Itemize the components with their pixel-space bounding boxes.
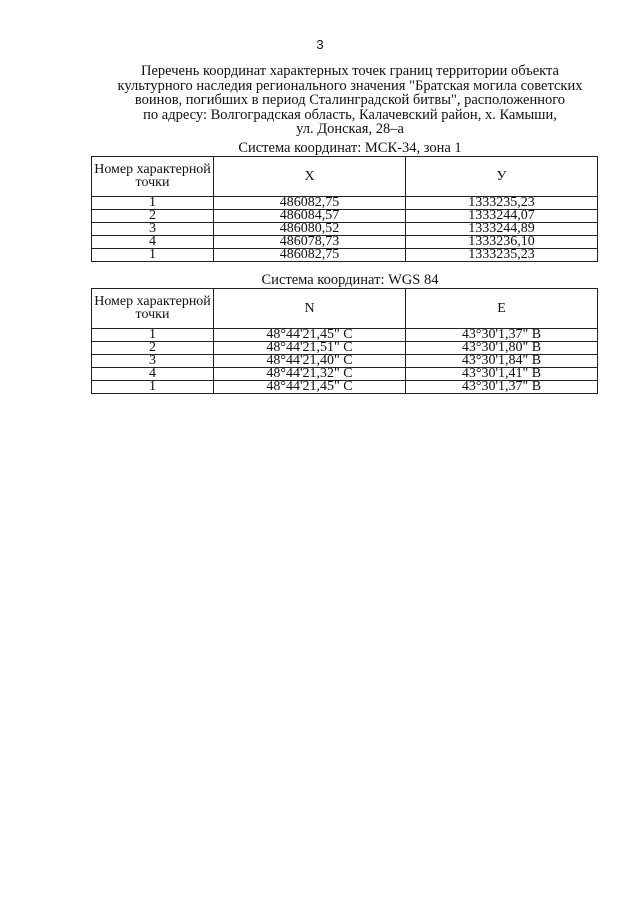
document-title bbox=[90, 64, 610, 137]
latitude-cell: 48°44'21,51" С bbox=[214, 342, 406, 355]
x-cell: 486082,75 bbox=[214, 249, 406, 262]
y-cell: 1333236,10 bbox=[406, 236, 598, 249]
latitude-cell: 48°44'21,40" С bbox=[214, 355, 406, 368]
point-number-cell: 2 bbox=[92, 342, 214, 355]
header-x: X bbox=[214, 157, 406, 197]
y-cell: 1333244,89 bbox=[406, 223, 598, 236]
longitude-cell: 43°30'1,84" В bbox=[406, 355, 598, 368]
msk-coordinates-table bbox=[91, 156, 598, 262]
table-header-row bbox=[92, 157, 598, 197]
header-n: N bbox=[214, 289, 406, 329]
page-number: 3 bbox=[316, 37, 324, 52]
title-line: ул. Донская, 28–а bbox=[296, 121, 404, 137]
x-cell: 486082,75 bbox=[214, 197, 406, 210]
point-number-cell: 1 bbox=[92, 381, 214, 394]
latitude-cell: 48°44'21,45" С bbox=[214, 381, 406, 394]
y-cell: 1333235,23 bbox=[406, 197, 598, 210]
title-line: воинов, погибших в период Сталинградской битвы", расположенного bbox=[134, 92, 566, 108]
wgs-coordinates-table bbox=[91, 288, 598, 394]
x-cell: 486084,57 bbox=[214, 210, 406, 223]
point-number-cell: 4 bbox=[92, 368, 214, 381]
latitude-cell: 48°44'21,45" С bbox=[214, 329, 406, 342]
title-line: по адресу: Волгоградская область, Калачевский район, х. Камыши, bbox=[143, 106, 557, 123]
header-y: У bbox=[406, 157, 598, 197]
x-cell: 486080,52 bbox=[214, 223, 406, 236]
longitude-cell: 43°30'1,80" В bbox=[406, 342, 598, 355]
point-number-cell: 1 bbox=[92, 329, 214, 342]
title-line: Перечень координат характерных точек границ территории объекта bbox=[141, 63, 559, 79]
longitude-cell: 43°30'1,41" В bbox=[406, 368, 598, 381]
table-row bbox=[92, 249, 598, 262]
header-e: E bbox=[406, 289, 598, 329]
y-cell: 1333235,23 bbox=[406, 249, 598, 262]
point-number-cell: 1 bbox=[92, 197, 214, 210]
header-point-number: Номер характерной точки bbox=[92, 289, 214, 329]
longitude-cell: 43°30'1,37" В bbox=[406, 329, 598, 342]
point-number-cell: 1 bbox=[92, 249, 214, 262]
table-header-row bbox=[92, 289, 598, 329]
table-row bbox=[92, 381, 598, 394]
point-number-cell: 3 bbox=[92, 355, 214, 368]
latitude-cell: 48°44'21,32" С bbox=[214, 368, 406, 381]
y-cell: 1333244,07 bbox=[406, 210, 598, 223]
longitude-cell: 43°30'1,37" В bbox=[406, 381, 598, 394]
wgs-system-caption: Система координат: WGS 84 bbox=[261, 272, 439, 288]
title-line: культурного наследия регионального значения "Братская могила советских bbox=[117, 77, 583, 94]
header-point-number: Номер характерной точки bbox=[92, 157, 214, 197]
x-cell: 486078,73 bbox=[214, 236, 406, 249]
point-number-cell: 2 bbox=[92, 210, 214, 223]
point-number-cell: 4 bbox=[92, 236, 214, 249]
msk-system-caption: Система координат: МСК-34, зона 1 bbox=[238, 140, 462, 156]
point-number-cell: 3 bbox=[92, 223, 214, 236]
